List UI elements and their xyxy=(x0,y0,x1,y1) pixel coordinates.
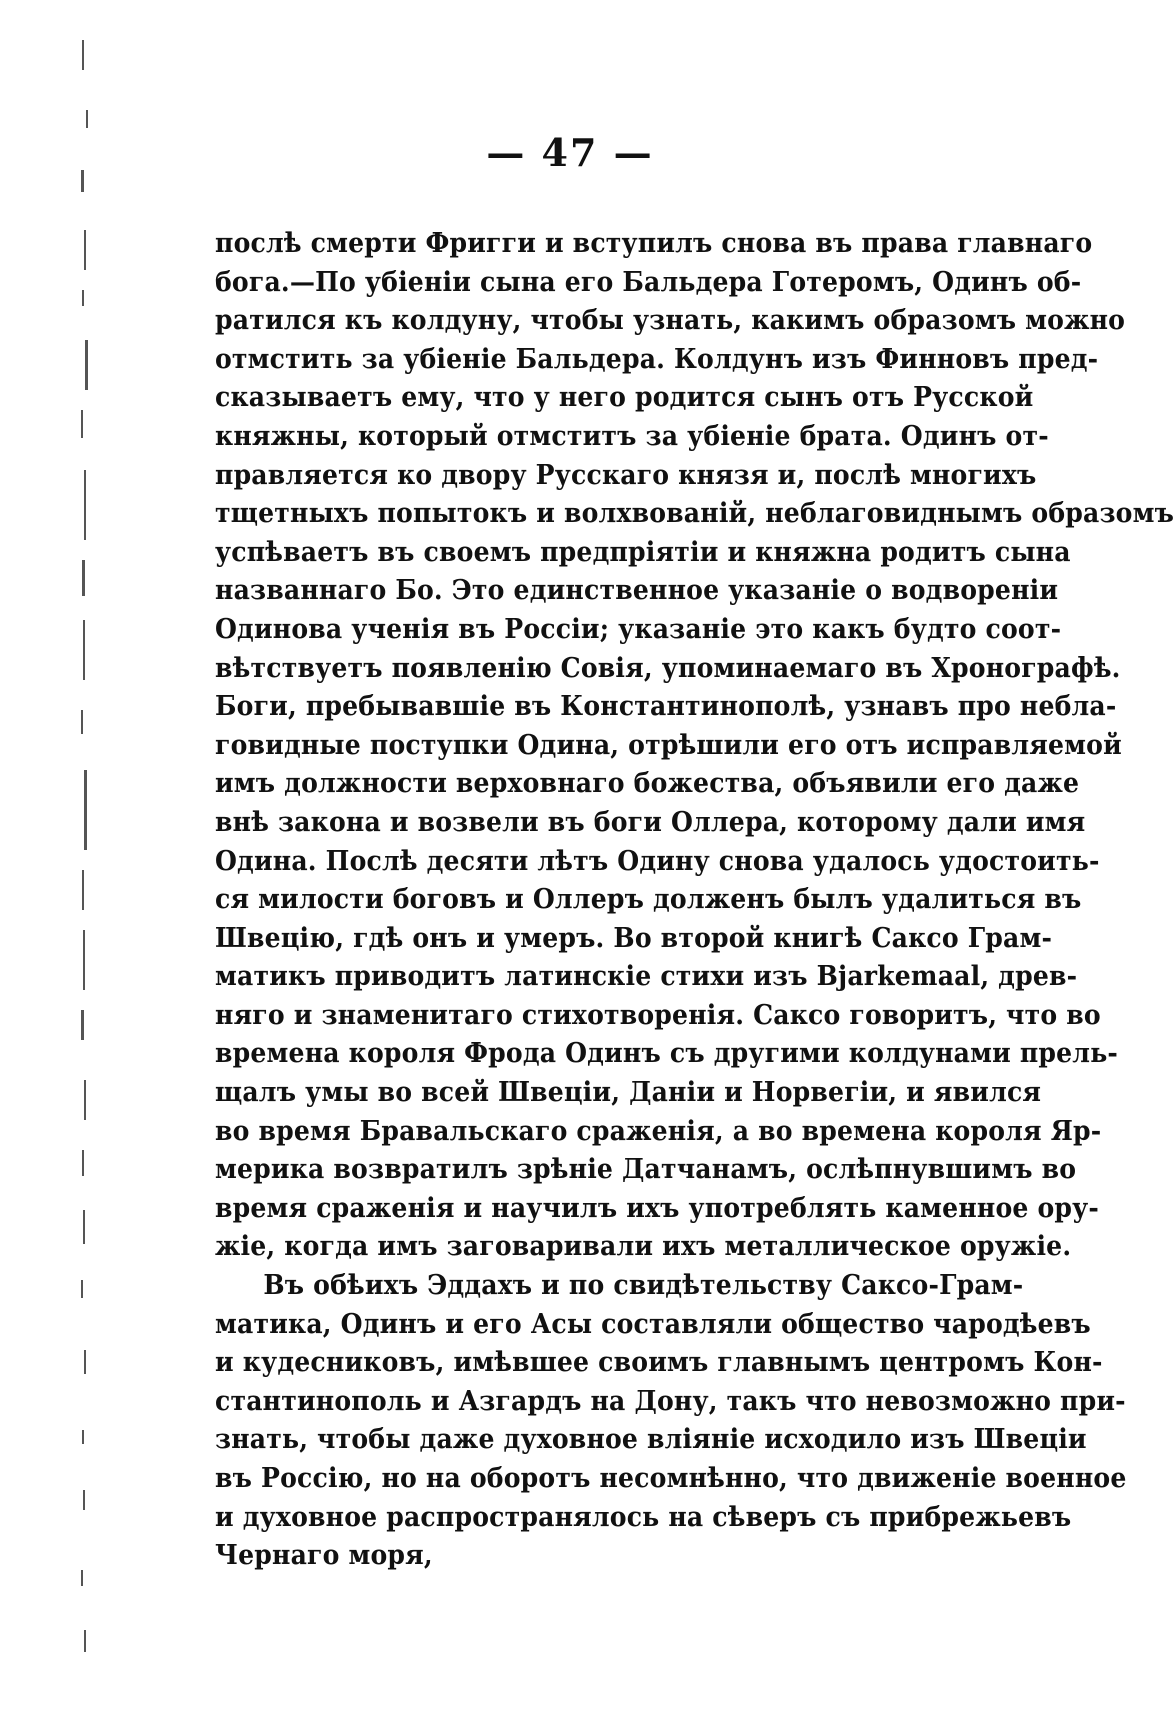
text-line: говидные поступки Одина, отрѣшили его отъ исправляемой xyxy=(215,729,1122,761)
text-line: бога.—По убіеніи сына его Бальдера Готеромъ, Одинъ об- xyxy=(215,266,1082,298)
text-line: названнаго Бо. Это единственное указаніе о водвореніи xyxy=(215,575,1059,607)
text-line: во время Бравальскаго сраженія, а во времена короля Яр- xyxy=(215,1115,1102,1147)
text-line: время сраженія и научилъ ихъ употреблять каменное ору- xyxy=(215,1192,1100,1224)
text-line: стантинополь и Азгардъ на Дону, такъ что невозможно при- xyxy=(215,1385,1126,1417)
text-line: и духовное распространялось на сѣверъ съ прибрежьевъ xyxy=(215,1501,1072,1533)
text-line: успѣваетъ въ своемъ предпріятіи и княжна родитъ сына xyxy=(215,536,1071,568)
text-line: послѣ смерти Фригги и вступилъ снова въ права главнаго xyxy=(215,228,1093,259)
text-line: жіе, когда имъ заговаривали ихъ металлическое оружіе. xyxy=(215,1231,1072,1263)
text-line: мерика возвратилъ зрѣніе Датчанамъ, ослѣпнувшимъ во xyxy=(215,1154,1077,1186)
text-line: сказываетъ ему, что у него родится сынъ отъ Русской xyxy=(215,382,1034,414)
text-line: ся милости боговъ и Оллеръ долженъ былъ удалиться въ xyxy=(215,884,1082,916)
text-line: Боги, пребывавшіе въ Константинополѣ, узнавъ про небла- xyxy=(215,691,1117,723)
body-text xyxy=(215,225,1174,1576)
text-line: Чернаго моря, xyxy=(215,1540,433,1572)
text-line: ратился къ колдуну, чтобы узнать, какимъ образомъ можно xyxy=(215,305,1126,337)
text-line: матикъ приводитъ латинскіе стихи изъ Bjarkemaal, древ- xyxy=(215,961,1078,993)
text-line: и кудесниковъ, имѣвшее своимъ главнымъ центромъ Кон- xyxy=(215,1347,1103,1379)
text-line: правляется ко двору Русскаго князя и, послѣ многихъ xyxy=(215,459,1037,491)
text-line: внѣ закона и возвели въ боги Оллера, которому дали имя xyxy=(215,806,1086,838)
text-line: въ Россію, но на оборотъ несомнѣнно, что движеніе военное xyxy=(215,1463,1127,1494)
text-line: Одина. Послѣ десяти лѣтъ Одину снова удалось удостоить- xyxy=(215,845,1100,877)
text-line: Швецію, гдѣ онъ и умеръ. Во второй книгѣ Саксо Грам- xyxy=(215,922,1053,954)
text-line: Одинова ученія въ Россіи; указаніе это какъ будто соот- xyxy=(215,613,1062,645)
gutter-scan-specks xyxy=(78,30,118,1680)
text-line: времена короля Фрода Одинъ съ другими колдунами прель- xyxy=(215,1038,1119,1070)
text-line: отмстить за убіеніе Бальдера. Колдунъ изъ Финновъ пред- xyxy=(215,343,1099,375)
page-number: — 47 — xyxy=(486,130,654,175)
text-line: матика, Одинъ и его Асы составляли общество чародѣевъ xyxy=(215,1308,1091,1340)
text-line: тщетныхъ попытокъ и волхвованій, неблаговиднымъ образомъ xyxy=(215,498,1174,530)
text-line: княжны, который отмститъ за убіеніе брата. Одинъ от- xyxy=(215,420,1049,452)
text-line: имъ должности верховнаго божества, объявили его даже xyxy=(215,768,1080,800)
text-line: Въ обѣихъ Эддахъ и по свидѣтельству Саксо-Грам- xyxy=(263,1270,1024,1302)
text-line: знать, чтобы даже духовное вліяніе исходило изъ Швеціи xyxy=(215,1424,1087,1456)
text-line: щалъ умы во всей Швеціи, Даніи и Норвегіи, и явился xyxy=(215,1077,1042,1109)
text-line: вѣтствуетъ появленію Совія, упоминаемаго въ Хронографѣ. xyxy=(215,652,1121,684)
text-line: няго и знаменитаго стихотворенія. Саксо говоритъ, что во xyxy=(215,999,1101,1031)
